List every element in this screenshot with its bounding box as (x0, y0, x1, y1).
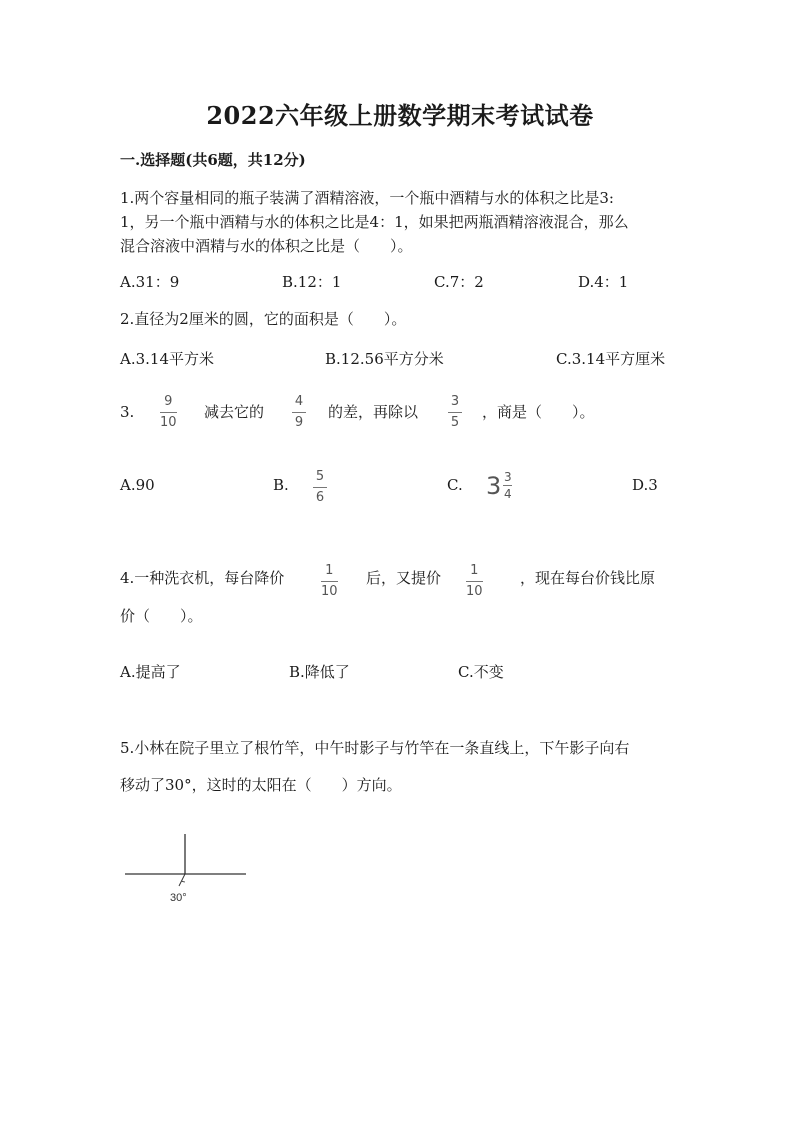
question-2-text: 2.直径为2厘米的圆，它的面积是（ ）。 (120, 310, 407, 328)
fraction-4-9 (292, 394, 306, 431)
angle-ray (179, 874, 185, 886)
fraction-numerator: 1 (325, 563, 334, 578)
fraction-bar (448, 412, 462, 413)
fraction-3-5 (448, 394, 462, 431)
fraction-numerator: 4 (294, 394, 304, 409)
angle-label: 30° (170, 892, 187, 904)
fraction-1-10 (466, 563, 483, 600)
question-2-option-a[interactable]: A.3.14平方米 (120, 350, 214, 368)
question-4-option-c[interactable]: C.不变 (458, 663, 504, 681)
angle-arc (182, 881, 186, 882)
fraction-bar (292, 412, 306, 413)
fraction-bar (503, 485, 512, 486)
question-4-text-1: 4.一种洗衣机，每台降价 (120, 569, 285, 587)
question-1-option-c[interactable]: C.7：2 (434, 273, 484, 291)
question-3-text-1: 减去它的 (204, 403, 265, 421)
page-title: 2022六年级上册数学期末考试试卷 (206, 101, 594, 130)
question-1-option-d[interactable]: D.4：1 (578, 273, 629, 291)
question-3-text-2: 的差，再除以 (328, 403, 419, 421)
fraction-bar (466, 581, 483, 582)
fraction-denominator: 9 (294, 415, 304, 430)
fraction-bar (160, 412, 177, 413)
fraction-denominator: 4 (503, 487, 512, 501)
fraction-denominator: 6 (315, 490, 325, 505)
question-1-line-1: 1.两个容量相同的瓶子装满了酒精溶液，一个瓶中酒精与水的体积之比是3: (120, 189, 614, 207)
mixed-fraction (503, 470, 512, 501)
question-2-option-c[interactable]: C.3.14平方厘米 (556, 350, 666, 368)
question-4-option-b[interactable]: B.降低了 (289, 663, 350, 681)
option-c-label: C. (447, 476, 463, 494)
fraction-numerator: 5 (315, 469, 325, 484)
question-3-number: 3. (120, 403, 135, 421)
fraction-denominator: 10 (160, 415, 177, 430)
section-heading: 一.选择题(共6题，共12分) (120, 151, 306, 169)
question-1-option-a[interactable]: A.31：9 (120, 273, 180, 291)
fraction-denominator: 5 (450, 415, 460, 430)
question-5-line-2: 移动了30°，这时的太阳在（ ）方向。 (120, 776, 402, 794)
fraction-numerator: 3 (503, 470, 512, 484)
question-4-option-a[interactable]: A.提高了 (120, 663, 181, 681)
fraction-denominator: 10 (466, 584, 483, 599)
fraction-9-10 (160, 394, 177, 431)
fraction-numerator: 1 (470, 563, 479, 578)
question-1-line-3: 混合溶液中酒精与水的体积之比是（ ）。 (120, 237, 413, 255)
bamboo-shadow-diagram (122, 830, 252, 896)
mixed-number-3-3-4 (486, 470, 512, 501)
mixed-whole: 3 (486, 471, 502, 500)
fraction-denominator: 10 (321, 584, 338, 599)
question-4-text-3: ，现在每台价钱比原 (520, 569, 656, 587)
question-3-text-3: ，商是（ ）。 (482, 403, 595, 421)
question-5-line-1: 5.小林在院子里立了根竹竿，中午时影子与竹竿在一条直线上，下午影子向右 (120, 739, 630, 757)
question-4-text-2: 后，又提价 (366, 569, 442, 587)
question-2-option-b[interactable]: B.12.56平方分米 (325, 350, 444, 368)
question-1-line-2: 1，另一个瓶中酒精与水的体积之比是4：1，如果把两瓶酒精溶液混合，那么 (120, 213, 629, 231)
fraction-numerator: 3 (450, 394, 460, 409)
fraction-bar (321, 581, 338, 582)
question-4-line-2: 价（ ）。 (120, 607, 203, 625)
option-b-label: B. (273, 476, 289, 494)
question-3-option-a[interactable]: A.90 (120, 476, 155, 494)
fraction-bar (313, 487, 327, 488)
question-1-option-b[interactable]: B.12：1 (282, 273, 342, 291)
question-3-option-d[interactable]: D.3 (632, 476, 658, 494)
fraction-numerator: 9 (164, 394, 173, 409)
fraction-1-10 (321, 563, 338, 600)
fraction-5-6 (313, 469, 327, 506)
